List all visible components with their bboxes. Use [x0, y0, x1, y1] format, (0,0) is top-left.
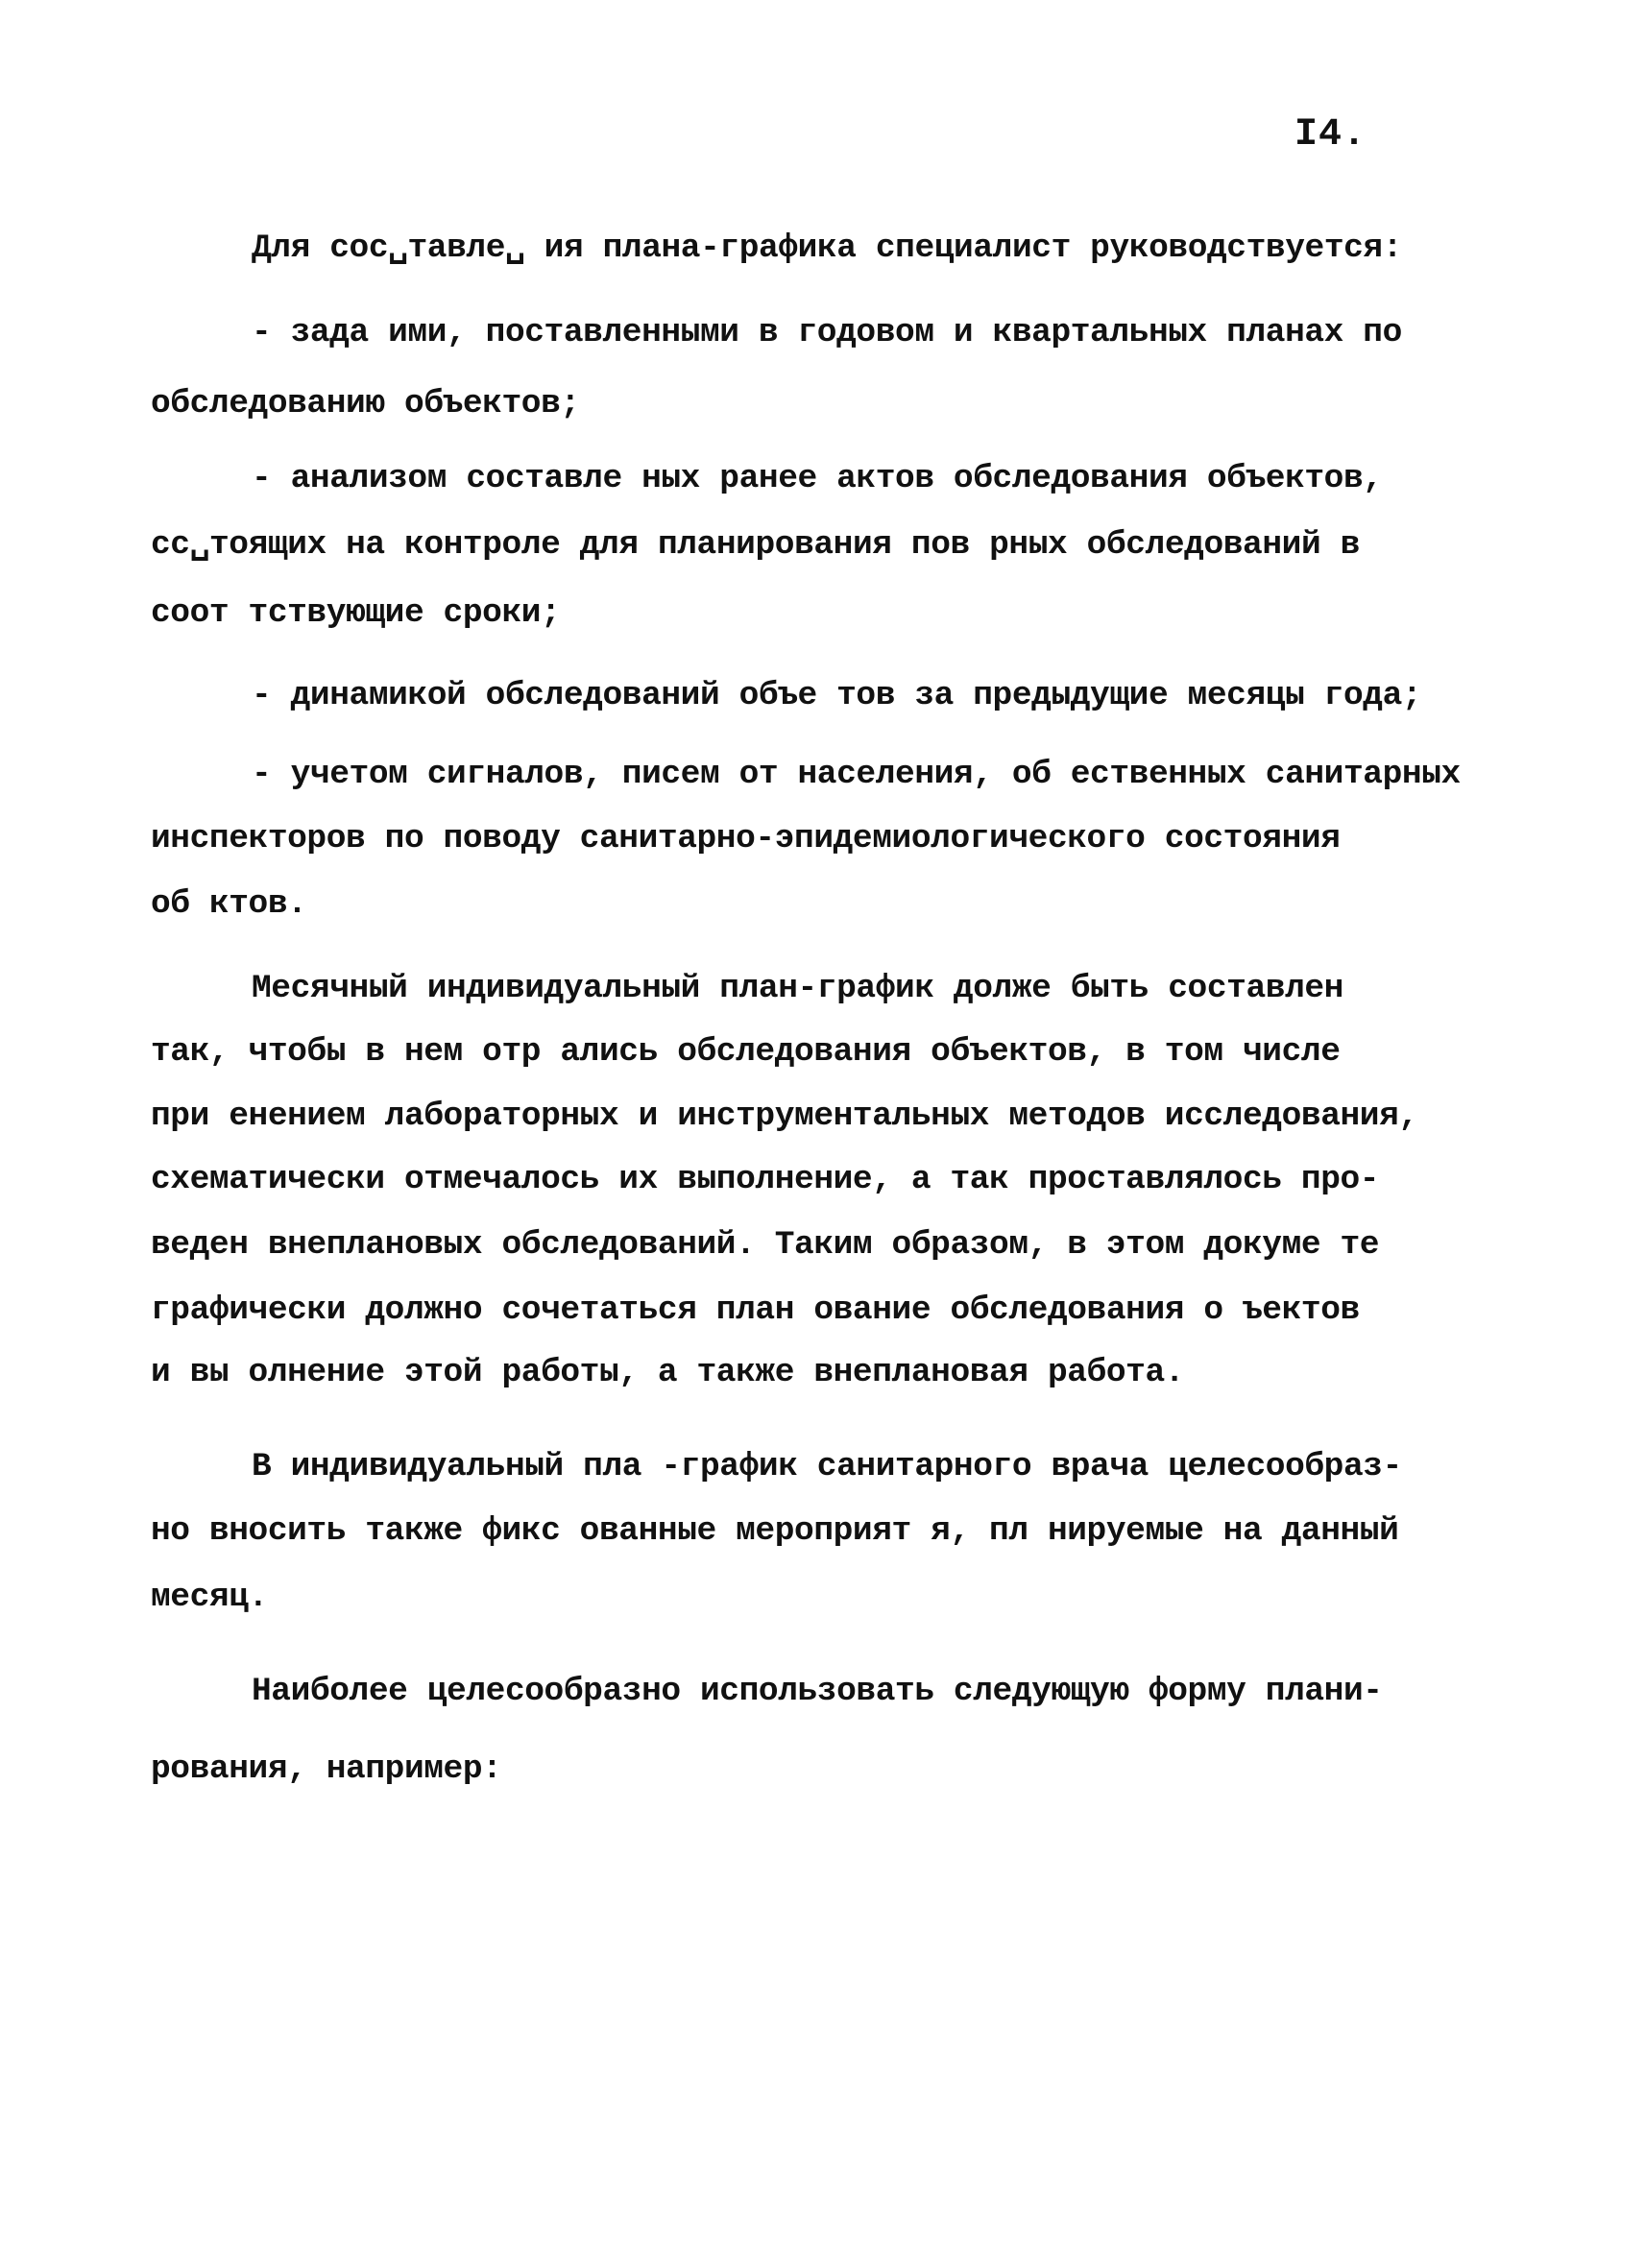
- text-line: Наиболее целесообразно использовать следующую форму плани-: [252, 1673, 1383, 1710]
- text-line: - динамикой обследований объе тов за предыдущие месяцы года;: [252, 677, 1422, 714]
- text-line: рования, например:: [151, 1750, 502, 1788]
- text-line: В индивидуальный пла -график санитарного врача целесообраз-: [252, 1448, 1402, 1485]
- text-line: месяц.: [151, 1579, 268, 1616]
- page-number: I4.: [1294, 113, 1367, 157]
- text-line: при енением лабораторных и инструментальных методов исследования,: [151, 1098, 1418, 1135]
- text-line: об ктов.: [151, 885, 307, 923]
- text-line: графически должно сочетаться план ование обследования о ъектов: [151, 1291, 1360, 1329]
- text-line: но вносить также фикс ованные мероприят я, пл нируемые на данный: [151, 1512, 1399, 1550]
- text-line: - зада ими, поставленными в годовом и квартальных планах по: [252, 314, 1402, 351]
- text-line: так, чтобы в нем отр ались обследования объектов, в том числе: [151, 1033, 1341, 1071]
- text-line: веден внеплановых обследований. Таким образом, в этом докуме те: [151, 1226, 1380, 1264]
- text-line: - анализом составле ных ранее актов обследования объектов,: [252, 460, 1383, 497]
- text-line: Месячный индивидуальный план-график долже быть составлен: [252, 970, 1343, 1007]
- text-line: и вы олнение этой работы, а также внеплановая работа.: [151, 1354, 1185, 1391]
- text-line: схематически отмечалось их выполнение, а так проставлялось про-: [151, 1161, 1380, 1198]
- text-line: инспекторов по поводу санитарно-эпидемиологического состояния: [151, 820, 1341, 857]
- text-line: обследованию объектов;: [151, 385, 580, 422]
- text-line: - учетом сигналов, писем от населения, об ественных санитарных: [252, 756, 1461, 793]
- text-line: Для сос␣тавле␣ ия плана-графика специалист руководствуется:: [252, 229, 1403, 267]
- text-line: сс␣тоящих на контроле для планирования пов рных обследований в: [151, 526, 1360, 564]
- text-line: соот тствующие сроки;: [151, 594, 561, 632]
